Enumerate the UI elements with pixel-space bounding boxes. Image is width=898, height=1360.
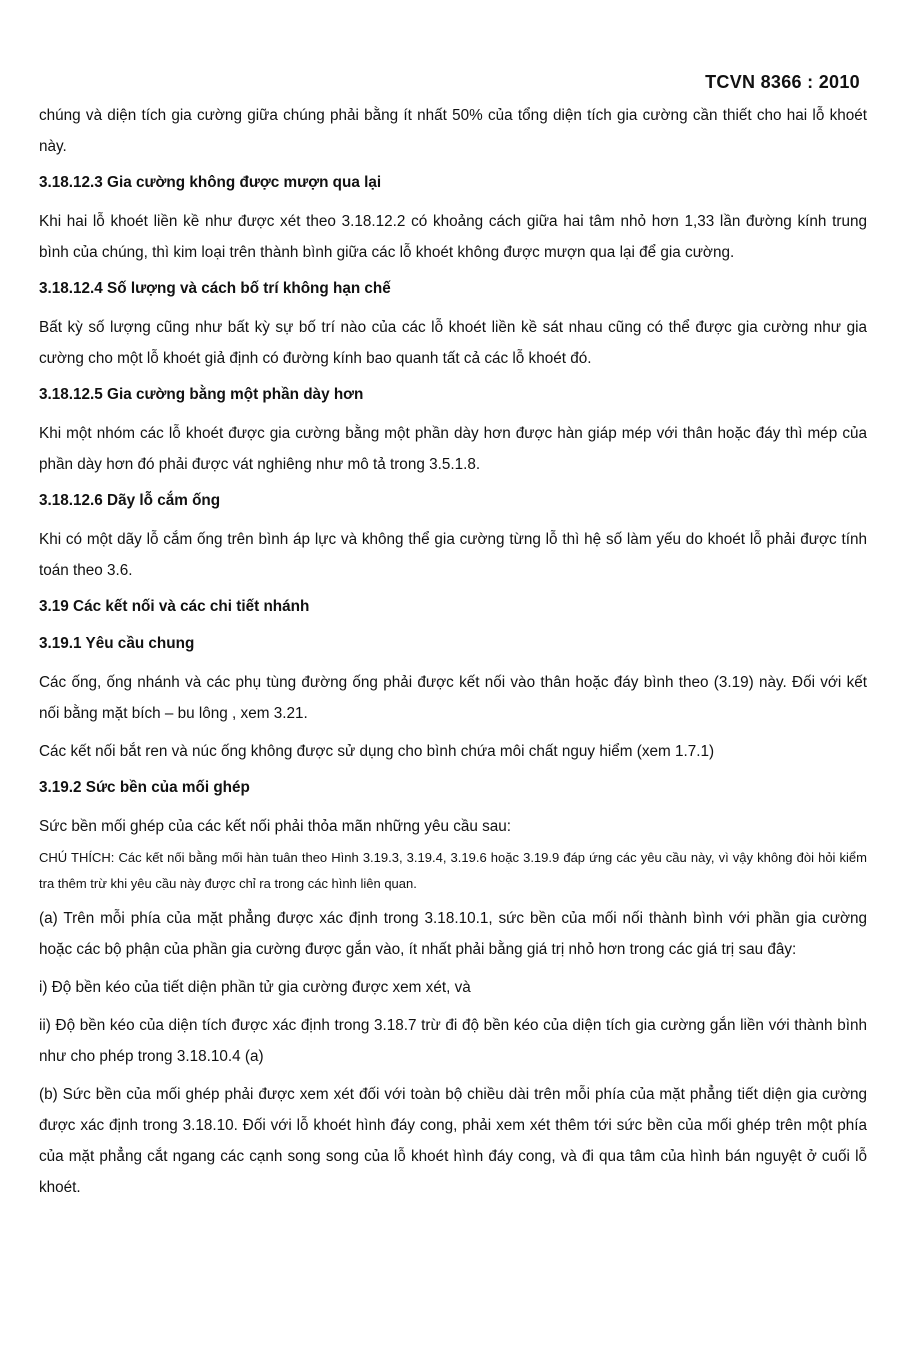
paragraph: Khi một nhóm các lỗ khoét được gia cường bằng một phần dày hơn được hàn giáp mép với thân hoặc đáy thì mép của phần dày hơn đó phải được vát nghiêng như mô tả trong 3.5.1.8. xyxy=(39,425,867,473)
paragraph: Khi có một dãy lỗ cắm ống trên bình áp lực và không thể gia cường từng lỗ thì hệ số làm yếu do khoét lỗ phải được tính toán theo 3.6. xyxy=(39,531,867,579)
paragraph: (b) Sức bền của mối ghép phải được xem xét đối với toàn bộ chiều dài trên mỗi phía của mặt phẳng tiết diện gia cường được xác định trong 3.18.10. Đối với lỗ khoét hình đáy cong, phải xem xét thêm tới sức bền của mối ghép trên một phía của mặt phẳng cắt ngang các cạnh song song của lỗ khoét hình đáy cong, và đi qua tâm của hình bán nguyệt ở cuối lỗ khoét. xyxy=(39,1086,867,1196)
paragraph: Sức bền mối ghép của các kết nối phải thỏa mãn những yêu cầu sau: xyxy=(39,818,512,835)
section-heading: 3.18.12.3 Gia cường không được mượn qua lại xyxy=(39,174,382,191)
document-body xyxy=(39,100,867,1210)
paragraph: Khi hai lỗ khoét liền kề như được xét theo 3.18.12.2 có khoảng cách giữa hai tâm nhỏ hơn 1,33 lần đường kính trung bình của chúng, thì kim loại trên thành bình giữa các lỗ khoét không được mượn qua lại để gia cường. xyxy=(39,213,867,261)
section-heading: 3.19 Các kết nối và các chi tiết nhánh xyxy=(39,598,310,615)
note-paragraph: CHÚ THÍCH: Các kết nối bằng mối hàn tuân theo Hình 3.19.3, 3.19.4, 3.19.6 hoặc 3.19.9 đáp ứng các yêu cầu này, vì vậy không đòi hỏi kiểm tra thêm trừ khi yêu cầu này được chỉ ra trong các hình liên quan. xyxy=(39,850,867,891)
paragraph: Các ống, ống nhánh và các phụ tùng đường ống phải được kết nối vào thân hoặc đáy bình theo (3.19) này. Đối với kết nối bằng mặt bích – bu lông , xem 3.21. xyxy=(39,674,867,722)
list-item: ii) Độ bền kéo của diện tích được xác định trong 3.18.7 trừ đi độ bền kéo của diện tích gia cường gắn liền với thành bình như cho phép trong 3.18.10.4 (a) xyxy=(39,1017,867,1065)
paragraph: Các kết nối bắt ren và núc ống không được sử dụng cho bình chứa môi chất nguy hiểm (xem 1.7.1) xyxy=(39,743,715,760)
list-item: i) Độ bền kéo của tiết diện phần tử gia cường được xem xét, và xyxy=(39,979,471,996)
section-heading: 3.19.2 Sức bền của mối ghép xyxy=(39,779,250,796)
standard-code-header: TCVN 8366 : 2010 xyxy=(705,72,860,92)
section-heading: 3.18.12.5 Gia cường bằng một phần dày hơn xyxy=(39,386,364,403)
section-heading: 3.19.1 Yêu cầu chung xyxy=(39,635,195,652)
section-heading: 3.18.12.6 Dãy lỗ cắm ống xyxy=(39,492,221,509)
paragraph: Bất kỳ số lượng cũng như bất kỳ sự bố trí nào của các lỗ khoét liền kề sát nhau cũng có thể được gia cường như gia cường cho một lỗ khoét giả định có đường kính bao quanh tất cả các lỗ khoét đó. xyxy=(39,319,867,367)
paragraph: (a) Trên mỗi phía của mặt phẳng được xác định trong 3.18.10.1, sức bền của mối nối thành bình với phần gia cường hoặc các bộ phận của phần gia cường được gắn vào, ít nhất phải bằng giá trị nhỏ hơn trong các giá trị sau đây: xyxy=(39,910,867,958)
section-heading: 3.18.12.4 Số lượng và cách bố trí không hạn chế xyxy=(39,280,391,297)
paragraph: chúng và diện tích gia cường giữa chúng phải bằng ít nhất 50% của tổng diện tích gia cường cần thiết cho hai lỗ khoét này. xyxy=(39,107,867,155)
